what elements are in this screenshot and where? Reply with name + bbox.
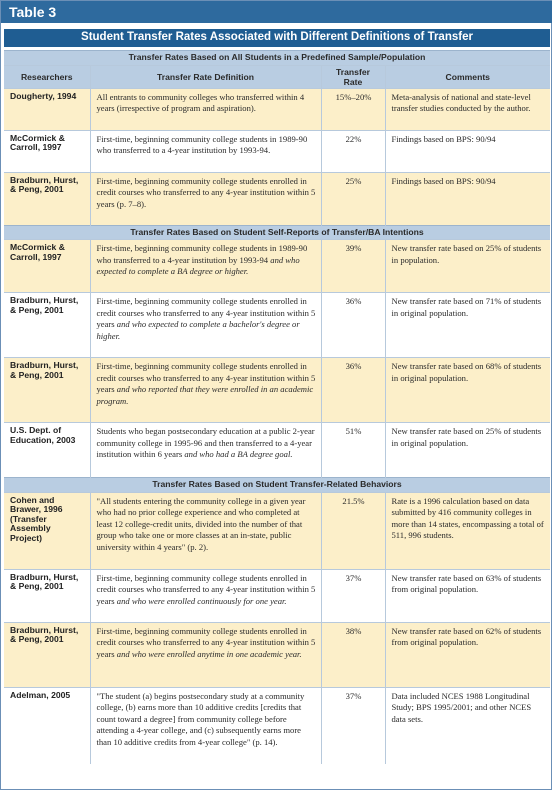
table-title: Student Transfer Rates Associated with Different Definitions of Transfer [4, 29, 550, 47]
researcher-cell: Bradburn, Hurst, & Peng, 2001 [4, 358, 90, 423]
table-row [4, 172, 550, 225]
definition-emphasis: and who had a BA degree goal. [184, 449, 293, 459]
rate-cell: 38% [321, 622, 385, 687]
definition-text: First-time, beginning community college students enrolled in credit courses who transferred to any 4-year institution within 5 years [96, 572, 316, 606]
definition-cell [90, 569, 321, 622]
comments-cell: New transfer rate based on 71% of students in original population. [385, 293, 550, 358]
comments-cell: Findings based on BPS: 90/94 [385, 172, 550, 225]
researcher-cell: McCormick & Carroll, 1997 [4, 130, 90, 172]
definition-cell [90, 358, 321, 423]
rate-cell: 37% [321, 569, 385, 622]
researcher-cell: Cohen and Brawer, 1996 (Transfer Assembly Project) [4, 492, 90, 569]
rate-cell: 15%–20% [321, 88, 385, 130]
comments-cell: New transfer rate based on 25% of students in original population. [385, 423, 550, 478]
definition-emphasis: and who were enrolled anytime in one academic year. [116, 648, 302, 659]
definition-text: First-time, beginning community college students enrolled in credit courses who transferred to any 4-year institution within 5 years [96, 296, 316, 329]
rate-cell: 36% [321, 293, 385, 358]
researcher-cell: Bradburn, Hurst, & Peng, 2001 [4, 172, 90, 225]
definition-text: First-time, beginning community college students enrolled in credit courses who transferred to any 4-year institution within 5 years [96, 625, 316, 659]
transfer-rates-table [4, 50, 550, 764]
researcher-cell: U.S. Dept. of Education, 2003 [4, 423, 90, 478]
rate-cell: 22% [321, 130, 385, 172]
table-row [4, 687, 550, 764]
comments-cell: New transfer rate based on 62% of students from original population. [385, 622, 550, 687]
definition-cell: First-time, beginning community college students enrolled in credit courses who transferred to any 4-year institution within 5 years (p. 7–8). [90, 172, 321, 225]
table-row [4, 423, 550, 478]
researcher-cell: Adelman, 2005 [4, 687, 90, 764]
definition-emphasis: and who reported that they were enrolled in an academic program. [96, 384, 314, 406]
definition-emphasis: and who expected to complete a bachelor's degree or higher. [96, 319, 300, 341]
definition-text: First-time, beginning community college students in 1989-90 who transferred to a 4-year institution by 1993-94 [96, 243, 308, 265]
table-row [4, 88, 550, 130]
table-label: Table 3 [1, 1, 552, 23]
column-header-rate: Transfer Rate [321, 65, 385, 88]
column-header-researchers: Researchers [4, 65, 90, 88]
definition-cell [90, 293, 321, 358]
comments-cell: New transfer rate based on 25% of students in population. [385, 240, 550, 293]
researcher-cell: Bradburn, Hurst, & Peng, 2001 [4, 622, 90, 687]
table-row [4, 293, 550, 358]
rate-cell: 25% [321, 172, 385, 225]
rate-cell: 39% [321, 240, 385, 293]
section-heading-row [4, 478, 550, 493]
table-row [4, 622, 550, 687]
definition-emphasis: and who expected to complete a BA degree or higher. [96, 254, 300, 276]
column-header-comments: Comments [385, 65, 550, 88]
comments-cell: Rate is a 1996 calculation based on data submitted by 416 community colleges in more than 14 states, encompassing a total of 511, 996 students. [385, 492, 550, 569]
section-heading: Transfer Rates Based on All Students in a Predefined Sample/Population [4, 51, 550, 66]
rate-cell: 21.5% [321, 492, 385, 569]
section-heading-row [4, 225, 550, 240]
table-row [4, 492, 550, 569]
table-row [4, 569, 550, 622]
researcher-cell: Dougherty, 1994 [4, 88, 90, 130]
definition-text: First-time, beginning community college students enrolled in credit courses who transferred to any 4-year institution within 5 years [96, 361, 316, 394]
definition-text: Students who began postsecondary education at a public 2-year community college in 1995-96 and then transferred to a 4-year institution within 6 years [96, 426, 315, 459]
comments-cell: New transfer rate based on 68% of students in original population. [385, 358, 550, 423]
comments-cell: Meta-analysis of national and state-level transfer studies conducted by the author. [385, 88, 550, 130]
definition-cell: "The student (a) begins postsecondary study at a community college, (b) earns more than 10 additive credits [credits that count toward a degree] from community college before attending a 4-year college, and (c) subsequently earns more than 10 additive credits from 4-year college" (p. 14). [90, 687, 321, 764]
rate-cell: 51% [321, 423, 385, 478]
table-row [4, 240, 550, 293]
definition-emphasis: and who were enrolled continuously for one year. [116, 595, 287, 606]
table-row [4, 358, 550, 423]
definition-cell [90, 240, 321, 293]
table-row [4, 130, 550, 172]
researcher-cell: Bradburn, Hurst, & Peng, 2001 [4, 569, 90, 622]
section-heading: Transfer Rates Based on Student Transfer-Related Behaviors [4, 478, 550, 493]
definition-cell: All entrants to community colleges who transferred within 4 years (irrespective of program and aspiration). [90, 88, 321, 130]
rate-cell: 36% [321, 358, 385, 423]
comments-cell: New transfer rate based on 63% of students from original population. [385, 569, 550, 622]
definition-cell: "All students entering the community college in a given year who had no prior college experience and who completed at least 12 college-credit units, divided into the number of that group who take one or more classes at an in-state, public university within 4 years" (p. 2). [90, 492, 321, 569]
definition-cell [90, 423, 321, 478]
column-header-definition: Transfer Rate Definition [90, 65, 321, 88]
researcher-cell: McCormick & Carroll, 1997 [4, 240, 90, 293]
section-heading: Transfer Rates Based on Student Self-Reports of Transfer/BA Intentions [4, 225, 550, 240]
researcher-cell: Bradburn, Hurst, & Peng, 2001 [4, 293, 90, 358]
definition-cell [90, 622, 321, 687]
definition-cell: First-time, beginning community college students in 1989-90 who transferred to a 4-year institution by 1993-94. [90, 130, 321, 172]
rate-cell: 37% [321, 687, 385, 764]
comments-cell: Findings based on BPS: 90/94 [385, 130, 550, 172]
section-heading-row [4, 51, 550, 66]
column-header-row [4, 65, 550, 88]
comments-cell: Data included NCES 1988 Longitudinal Study; BPS 1995/2001; and other NCES data sets. [385, 687, 550, 764]
